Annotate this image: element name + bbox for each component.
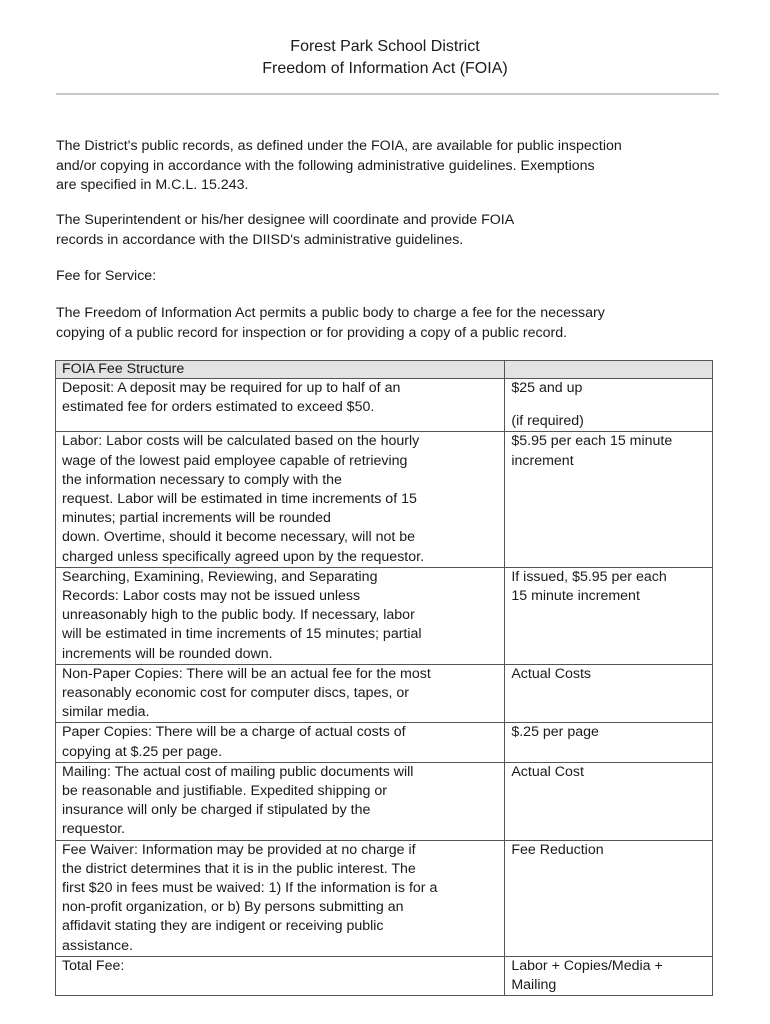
fee-description-line: copying at $.25 per page. [62,743,223,760]
fee-description-line: request. Labor will be estimated in time increments of 15 [62,491,417,508]
fee-description-line: the district determines that it is in the public interest. The [62,860,416,877]
fee-description-line: Records: Labor costs may not be issued unless [62,588,361,605]
fee-description-cell [56,379,505,432]
text-line: The Superintendent or his/her designee will coordinate and provide FOIA [56,212,515,228]
text-line: and/or copying in accordance with the following administrative guidelines. Exemptions [56,157,595,174]
fee-description-line: down. Overtime, should it become necessary, will not be [62,529,416,546]
text-line: The Freedom of Information Act permits a public body to charge a fee for the necessary [56,305,605,321]
fee-description-line: unreasonably high to the public body. If necessary, labor [62,607,415,624]
text-line: The District's public records, as defined under the FOIA, are available for public inspection [56,138,622,154]
fee-intro-paragraph [56,304,726,343]
fee-description-line: Searching, Examining, Reviewing, and Separating [62,568,378,585]
fee-amount-line: If issued, $5.95 per each [511,568,667,585]
fee-amount-line: Labor + Copies/Media + [511,957,663,974]
table-row [56,956,713,995]
fee-description-line: Non-Paper Copies: There will be an actual fee for the most [62,665,431,682]
fee-description-line: Total Fee: [62,957,125,974]
fee-amount-line: Fee Reduction [511,841,604,858]
fee-description-line: affidavit stating they are indigent or receiving public [62,918,384,935]
fee-amount-line: Mailing [511,977,557,994]
fee-description-line: Mailing: The actual cost of mailing public documents will [62,763,414,780]
fee-description-line: increments will be rounded down. [62,645,273,662]
intro-paragraph [56,137,726,196]
text-line: copying of a public record for inspection or for providing a copy of a public record. [56,324,568,341]
text-line: records in accordance with the DIISD's administrative guidelines. [56,231,464,248]
fee-description-cell [56,723,505,762]
fee-description-line: reasonably economic cost for computer discs, tapes, or [62,685,409,702]
fee-description-line: insurance will only be charged if stipulated by the [62,802,371,819]
fee-description-line: the information necessary to comply with the [62,471,342,488]
fee-description-cell [56,567,505,664]
fee-description-line: non-profit organization, or b) By persons submitting an [62,899,404,916]
fee-amount-line: 15 minute increment [511,588,640,605]
fee-description-line: Labor: Labor costs will be calculated based on the hourly [62,433,420,450]
table-row [56,567,713,664]
fee-description-line: Fee Waiver: Information may be provided at no charge if [62,841,416,858]
table-row [56,840,713,956]
fee-amount-line: increment [511,452,574,469]
table-title-cell: FOIA Fee Structure [56,361,505,379]
table-row [56,723,713,762]
fee-amount-cell [505,723,713,762]
fee-amount-cell [505,840,713,956]
fee-description-line: Deposit: A deposit may be required for up to half of an [62,380,401,396]
fee-description-line: assistance. [62,937,133,954]
fee-description-line: be reasonable and justifiable. Expedited shipping or [62,783,387,800]
fee-amount-line: $25 and up [511,380,583,396]
fee-description-line: charged unless specifically agreed upon by the requestor. [62,548,425,565]
table-row [56,762,713,840]
superintendent-paragraph [56,211,726,250]
fee-amount-line [511,398,706,412]
fee-heading: Fee for Service: [56,268,157,284]
district-name: Forest Park School District [290,38,480,55]
fee-description-cell [56,762,505,840]
fee-amount-cell [505,567,713,664]
fee-description-line: estimated fee for orders estimated to exceed $50. [62,399,375,416]
table-header-row [56,361,713,379]
fee-amount-line: (if required) [511,413,584,430]
fee-description-line: will be estimated in time increments of 15 minutes; partial [62,626,422,643]
fee-description-line: first $20 in fees must be waived: 1) If the information is for a [62,880,438,897]
table-row [56,664,713,723]
table-title-blank-cell [505,361,713,379]
fee-amount-cell [505,379,713,432]
text-line: are specified in M.C.L. 15.243. [56,177,249,193]
fee-amount-line: $.25 per page [511,724,599,741]
fee-description-cell [56,432,505,567]
fee-description-cell [56,956,505,995]
fee-amount-line: Actual Cost [511,763,584,780]
fee-amount-line: $5.95 per each 15 minute [511,433,673,450]
document-title: Freedom of Information Act (FOIA) [262,60,508,77]
fee-description-line: Paper Copies: There will be a charge of actual costs of [62,724,406,741]
header-divider [56,93,719,95]
fee-description-line: wage of the lowest paid employee capable of retrieving [62,452,408,469]
document-header [0,36,770,80]
fee-structure-table [55,360,713,996]
fee-description-line: minutes; partial increments will be rounded [62,510,331,527]
fee-description-line: similar media. [62,704,150,721]
fee-description-line: requestor. [62,821,126,838]
fee-amount-cell [505,956,713,995]
table-row [56,432,713,567]
fee-amount-cell [505,762,713,840]
fee-amount-cell [505,432,713,567]
fee-description-cell [56,664,505,723]
fee-amount-line: Actual Costs [511,665,591,682]
table-row [56,379,713,432]
fee-description-cell [56,840,505,956]
fee-amount-cell [505,664,713,723]
